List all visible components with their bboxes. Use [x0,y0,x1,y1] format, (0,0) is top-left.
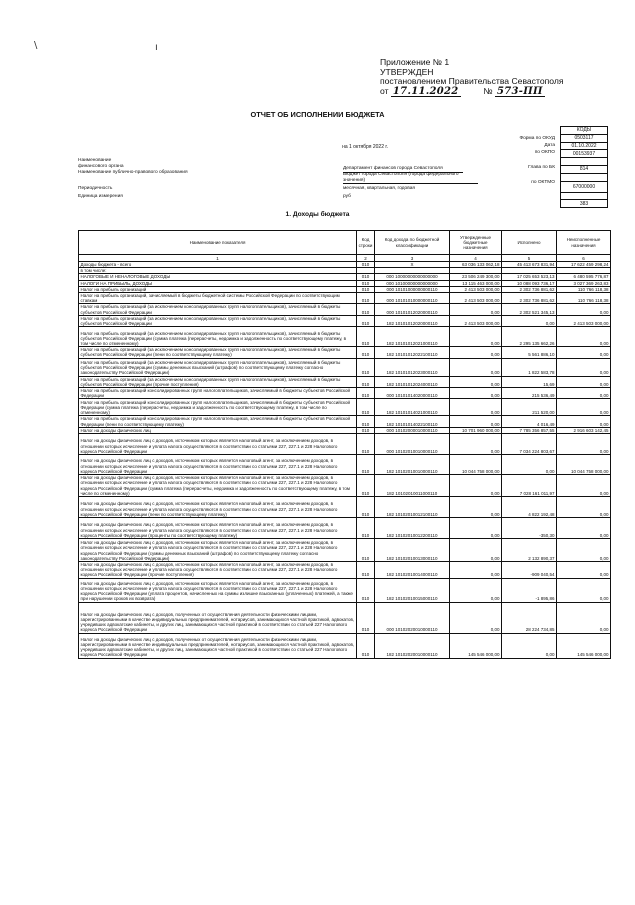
cell-name: Налог на прибыль организаций (за исключением консолидированных групп налогоплательщиков), зачисляемый в бюджеты субъектов Российской Федерации [79,315,357,326]
table-row [79,497,611,518]
cell-line: 010 [357,280,375,286]
cell-line: 010 [357,497,375,518]
cell-code: 182 10102010013000110 [375,539,450,562]
table-row [79,578,611,602]
cell-name: Налог на доходы физических лиц с доходов, источником которых является налоговый агент, за исключением доходов, в отношении которых исчисление и уплата налога осуществляются в соответствии со статьями 227, 227.1 и 228 Налогового кодекса Российской Федерации (прочие поступления) [79,562,357,579]
cell-executed: 7 785 356 857,55 [502,427,557,433]
cell-unexecuted: 2 413 503 000,00 [557,315,611,326]
cell-approved: 13 115 463 000,00 [450,280,502,286]
cell-name: Налог на прибыль организаций (за исключением консолидированных групп налогоплательщиков), зачисляемый в бюджеты субъектов Российской Федерации (сумма платежа (перерасчеты, недоимка и задолженность по соответствующему платежу, в том числе по отмененному) [79,327,357,347]
cell-code: 182 10102010015000110 [375,578,450,602]
table-row [79,602,611,633]
cell-approved: 0,00 [450,416,502,427]
cell-approved: 63 036 133 062,18 [450,262,502,268]
colnum: 1 [79,255,357,262]
cell-executed: 45 413 673 831,94 [502,262,557,268]
cell-name: Налог на прибыль организаций (за исключением консолидированных групп налогоплательщиков), зачисляемый в бюджеты субъектов Российской Федерации (пени по соответствующему платежу) [79,347,357,358]
cell-line: 010 [357,347,375,358]
code-date: 01.10.2022 [561,142,608,150]
table-row [79,633,611,658]
cell-executed: 1 822 583,78 [502,358,557,376]
approved-label: УТВЕРЖДЕН [380,66,434,77]
cell-unexecuted: 0,00 [557,388,611,399]
cell-unexecuted: 110 766 118,38 [557,286,611,292]
cell-code: 000 10101010000000110 [375,293,450,304]
cell-name: НАЛОГОВЫЕ И НЕНАЛОГОВЫЕ ДОХОДЫ [79,274,357,280]
header-unexecuted: Неисполненные назначения [557,231,611,255]
table-row [79,315,611,326]
header-approved: Утвержденные бюджетные назначения [450,231,502,255]
cell-code: 182 10101014022100110 [375,416,450,427]
cell-line: 010 [357,539,375,562]
cell-executed: -909 040,54 [502,562,557,579]
cell-executed: 4 822 192,48 [502,497,557,518]
cell-name: Налог на прибыль организаций (за исключением консолидированных групп налогоплательщиков), зачисляемый в бюджеты субъектов Российской Федерации (прочие поступления) [79,376,357,387]
cell-executed: 2 302 736 881,62 [502,293,557,304]
table-row [79,376,611,387]
cell-executed: 7 034 224 803,67 [502,434,557,455]
cell-code: 182 10102010012200110 [375,518,450,539]
cell-approved: 0,00 [450,475,502,497]
cell-unexecuted: 0,00 [557,347,611,358]
cell-unexecuted: 0,00 [557,562,611,579]
cell-approved: 2 413 503 000,00 [450,315,502,326]
cell-line: 010 [357,358,375,376]
cell-line: 010 [357,416,375,427]
number-label: № [483,85,493,96]
codes-table [560,126,608,208]
cell-executed: 15,69 [502,376,557,387]
cell-name: Налог на доходы физических лиц с доходов, полученных от осуществления деятельности физическими лицами, зарегистрированными в качестве индивидуальных предпринимателей, нотариусов, занимающихся частной практикой, адвокатов, учредивших адвокатские кабинеты, и других лиц, занимающихся частной практикой в соответствии со статьей 227 Налогового кодекса Российской Федерации [79,602,357,633]
cell-unexecuted: 0,00 [557,416,611,427]
cell-approved: 0,00 [450,347,502,358]
cell-code: 182 10101012021000110 [375,327,450,347]
cell-executed: 0,00 [502,315,557,326]
cell-approved: 2 413 503 000,00 [450,293,502,304]
code-okud: 0503117 [561,134,608,142]
colnum: 5 [502,255,557,262]
cell-code: 182 10102010012100110 [375,497,450,518]
cell-line: 010 [357,388,375,399]
code-okei: 383 [561,200,608,208]
cell-approved: 10 044 758 000,00 [450,455,502,475]
cell-line: 010 [357,293,375,304]
cell-approved: 0,00 [450,539,502,562]
cell-approved: 0,00 [450,497,502,518]
code-empty2 [561,173,608,181]
cell-line: 010 [357,578,375,602]
cell-name: Налог на прибыль организаций консолидированных групп налогоплательщиков, зачисляемый в бюджеты субъектов Российской Федерации (сумма платежа (перерасчеты, недоимка и задолженность по соответствующему платежу, в том числе по отмененному) [79,399,357,416]
cell-line: 010 [357,376,375,387]
cell-name: Налог на прибыль организаций консолидированных групп налогоплательщиков, зачисляемый в бюджеты субъектов Российской Федерации [79,388,357,399]
pplo-value: Бюджет города Севастополя (города федерального значения) [343,172,478,184]
table-row [79,539,611,562]
cell-name: Налог на прибыль организаций (за исключением консолидированных групп налогоплательщиков), зачисляемый в бюджеты субъектов Российской Федерации (суммы денежных взысканий (штрафов) по соответствующему платежу согласно законодательству Российской Федерации) [79,358,357,376]
scan-mark-right: ı [155,42,158,53]
cell-name: Доходы бюджета - всего [79,262,357,268]
cell-executed: 2 132 890,37 [502,539,557,562]
cell-line: 010 [357,315,375,326]
cell-name: Налог на доходы физических лиц с доходов, источником которых является налоговый агент, за исключением доходов, в отношении которых исчисление и уплата налога осуществляются в соответствии со статьями 227, 227.1 и 228 Налогового кодекса Российской Федерации (сумма платежа (перерасчеты, недоимка и задолженность по соответствующему платежу, в том числе по отмененному) [79,475,357,497]
table-row [79,327,611,347]
cell-code: 000 10101012020000110 [375,304,450,315]
cell-code: 182 10101012022100110 [375,347,450,358]
cell-approved: 0,00 [450,327,502,347]
cell-executed: 211 520,00 [502,399,557,416]
cell-name: Налог на прибыль организаций (за исключением консолидированных групп налогоплательщиков), зачисляемый в бюджеты субъектов Российской Федерации [79,304,357,315]
cell-executed: -350,30 [502,518,557,539]
report-title: ОТЧЕТ ОБ ИСПОЛНЕНИИ БЮДЖЕТА [250,110,385,119]
cell-unexecuted: 10 044 758 000,00 [557,455,611,475]
cell-unexecuted: 2 916 603 142,45 [557,427,611,433]
cell-name: Налог на прибыль организаций консолидированных групп налогоплательщиков, зачисляемый в бюджеты субъектов Российской Федерации (пени по соответствующему платежу) [79,416,357,427]
code-okpo: 00153937 [561,150,608,158]
cell-approved: 23 506 249 300,00 [450,274,502,280]
cell-name: Налог на доходы физических лиц с доходов, источником которых является налоговый агент, за исключением доходов, в отношении которых исчисление и уплата налога осуществляются в соответствии со статьями 227, 227.1 и 228 Налогового кодекса Российской Федерации (суммы денежных взысканий (штрафов) по соответствующему платежу согласно законодательству Российской Федерации) [79,539,357,562]
cell-executed: 7 028 161 011,97 [502,475,557,497]
cell-code: 182 10101012024000110 [375,376,450,387]
table-row [79,562,611,579]
cell-executed: 10 088 093 736,17 [502,280,557,286]
table-row [79,434,611,455]
appendix-label: Приложение № 1 [380,57,450,67]
cell-approved: 0,00 [450,388,502,399]
cell-unexecuted: 0,00 [557,399,611,416]
cell-code: 000 10000000000000000 [375,274,450,280]
cell-line: 010 [357,602,375,633]
unit-label: Единица измерения [78,194,123,199]
cell-code: 182 10102020010000110 [375,633,450,658]
table-row [79,388,611,399]
header-code: Код дохода по бюджетной классификации [375,231,450,255]
cell-unexecuted: 0,00 [557,304,611,315]
codes-header: КОДЫ [561,127,608,135]
cell-unexecuted: 0,00 [557,497,611,518]
colnum: 4 [450,255,502,262]
cell-line: 010 [357,304,375,315]
cell-executed: 0,00 [502,633,557,658]
cell-executed: 5 561 886,10 [502,347,557,358]
cell-line: 010 [357,434,375,455]
code-empty3 [561,192,608,200]
code-glava: 814 [561,165,608,173]
periodicity-label: Периодичность [78,186,113,191]
cell-unexecuted: 0,00 [557,376,611,387]
header-executed: Исполнено [502,231,557,255]
finorg-label: Наименование финансового органа [78,158,124,169]
cell-name: НАЛОГИ НА ПРИБЫЛЬ, ДОХОДЫ [79,280,357,286]
table-row [79,455,611,475]
cell-unexecuted: 0,00 [557,578,611,602]
label-oktmo: по ОКТМО [531,180,555,185]
scan-mark-left: \ [34,40,38,51]
cell-approved: 2 413 503 000,00 [450,286,502,292]
cell-line: 010 [357,475,375,497]
table-row [79,293,611,304]
cell-unexecuted: 0,00 [557,434,611,455]
header-name: Наименование показателя [79,231,357,255]
cell-code: 000 10100000000000000 [375,280,450,286]
colnum: 6 [557,255,611,262]
approval-date: 17.11.2022 [392,85,459,97]
cell-line: 010 [357,518,375,539]
cell-line: 010 [357,262,375,268]
cell-line: 010 [357,274,375,280]
table-row [79,518,611,539]
cell-executed: 215 536,49 [502,388,557,399]
approval-block [380,58,620,97]
cell-unexecuted: 17 622 459 298,24 [557,262,611,268]
cell-unexecuted: 110 766 118,38 [557,293,611,304]
cell-approved: 0,00 [450,358,502,376]
cell-executed: 4 016,49 [502,416,557,427]
cell-name: Налог на доходы физических лиц с доходов, источником которых является налоговый агент, за исключением доходов, в отношении которых исчисление и уплата налога осуществляются в соответствии со статьями 227, 227.1 и 228 Налогового кодекса Российской Федерации [79,434,357,455]
cell-approved: 145 546 000,00 [450,633,502,658]
cell-name: Налог на доходы физических лиц [79,427,357,433]
cell-name: Налог на доходы физических лиц с доходов, источником которых является налоговый агент, за исключением доходов, в отношении которых исчисление и уплата налога осуществляются в соответствии со статьями 227, 227.1 и 228 Налогового кодекса Российской Федерации (проценты по соответствующему платежу) [79,518,357,539]
cell-line: 010 [357,633,375,658]
resolution-label: постановлением Правительства Севастополя [380,76,564,87]
colnum: 3 [375,255,450,262]
cell-name: Налог на доходы физических лиц с доходов, источником которых является налоговый агент, за исключением доходов, в отношении которых исчисление и уплата налога осуществляются в соответствии со статьями 227, 227.1 и 228 Налогового кодекса Российской Федерации [79,455,357,475]
cell-approved: 0,00 [450,304,502,315]
label-okpo: по ОКПО [534,150,555,155]
cell-executed: 2 302 521 345,13 [502,304,557,315]
income-table [78,230,611,659]
cell-executed: 28 224 734,85 [502,602,557,633]
header-line: Код строки [357,231,375,255]
cell-code: 000 10102020010000110 [375,602,450,633]
cell-approved: 0,00 [450,578,502,602]
section-title: 1. Доходы бюджета [285,211,350,218]
cell-line: 010 [357,562,375,579]
cell-approved: 0,00 [450,562,502,579]
periodicity-value: месячная, квартальная, годовая [343,186,415,191]
cell-approved: 10 701 960 000,00 [450,427,502,433]
cell-code: X [375,262,450,268]
cell-name: Налог на доходы физических лиц с доходов, источником которых является налоговый агент, за исключением доходов, в отношении которых исчисление и уплата налога осуществляются в соответствии со статьями 227, 227.1 и 228 Налогового кодекса Российской Федерации (пени по соответствующему платежу) [79,497,357,518]
label-date: Дата [544,143,555,148]
label-glava: Глава по БК [528,165,555,170]
cell-approved: 0,00 [450,399,502,416]
cell-code: 182 10102010011000110 [375,475,450,497]
cell-code: 182 10101012020000110 [375,315,450,326]
cell-unexecuted: 0,00 [557,602,611,633]
cell-approved: 0,00 [450,376,502,387]
cell-code: 000 10102010010000110 [375,434,450,455]
from-label: от [380,85,389,96]
table-row [79,304,611,315]
cell-code: 182 10101012023000110 [375,358,450,376]
cell-approved: 0,00 [450,434,502,455]
cell-name: Налог на прибыль организаций [79,286,357,292]
cell-executed: 2 295 135 662,26 [502,327,557,347]
cell-executed: 0,00 [502,455,557,475]
cell-executed: -1 895,86 [502,578,557,602]
colnum: 2 [357,255,375,262]
cell-executed: 17 025 653 523,13 [502,274,557,280]
pplo-label: Наименование публично-правового образования [78,170,188,175]
code-empty [561,158,608,166]
cell-approved: 0,00 [450,602,502,633]
cell-name: Налог на доходы физических лиц с доходов, источником которых является налоговый агент, за исключением доходов, в отношении которых исчисление и уплата налога осуществляются в соответствии со статьями 227, 227.1 и 228 Налогового кодекса Российской Федерации (уплата процентов, начисленных на суммы излишне взысканных (уплаченных) платежей, а также при нарушении сроков их возврата) [79,578,357,602]
table-row [79,399,611,416]
cell-code: 000 10102000010000110 [375,427,450,433]
cell-line: 010 [357,455,375,475]
finorg-value: Департамент финансов города Севастополя [343,166,463,173]
cell-code: 182 10102010010000110 [375,455,450,475]
cell-unexecuted: 6 480 595 776,87 [557,274,611,280]
cell-unexecuted: 0,00 [557,539,611,562]
table-row [79,416,611,427]
cell-unexecuted: 145 546 000,00 [557,633,611,658]
table-row [79,347,611,358]
cell-unexecuted: 0,00 [557,327,611,347]
cell-executed: 2 302 736 881,62 [502,286,557,292]
cell-approved: 0,00 [450,518,502,539]
cell-unexecuted: 3 027 369 263,83 [557,280,611,286]
cell-line: 010 [357,286,375,292]
approval-date-line [380,87,620,98]
code-oktmo: 67000000 [561,181,608,192]
unit-value: руб [343,194,351,199]
cell-code: 000 10101000000000110 [375,286,450,292]
cell-unexecuted: 0,00 [557,358,611,376]
cell-name: в том числе: [79,268,357,274]
report-period: на 1 октября 2022 г. [342,144,388,150]
cell-line: 010 [357,427,375,433]
table-row [79,475,611,497]
cell-unexecuted: 0,00 [557,475,611,497]
cell-name: Налог на прибыль организаций, зачисляемый в бюджеты бюджетной системы Российской Федерации по соответствующим ставкам [79,293,357,304]
approval-number: 573-ПП [496,85,543,97]
cell-line: 010 [357,399,375,416]
cell-code: 000 10101014020000110 [375,388,450,399]
cell-code: 182 10101014021000110 [375,399,450,416]
table-row [79,358,611,376]
cell-unexecuted: 0,00 [557,518,611,539]
cell-name: Налог на доходы физических лиц с доходов, полученных от осуществления деятельности физическими лицами, зарегистрированными в качестве индивидуальных предпринимателей, нотариусов, занимающихся частной практикой, адвокатов, учредивших адвокатские кабинеты, и других лиц, занимающихся частной практикой в соответствии со статьей 227 Налогового кодекса Российской Федерации [79,633,357,658]
cell-code: 182 10102010014000110 [375,562,450,579]
label-okud: Форма по ОКУД [519,136,555,141]
cell-line: 010 [357,327,375,347]
